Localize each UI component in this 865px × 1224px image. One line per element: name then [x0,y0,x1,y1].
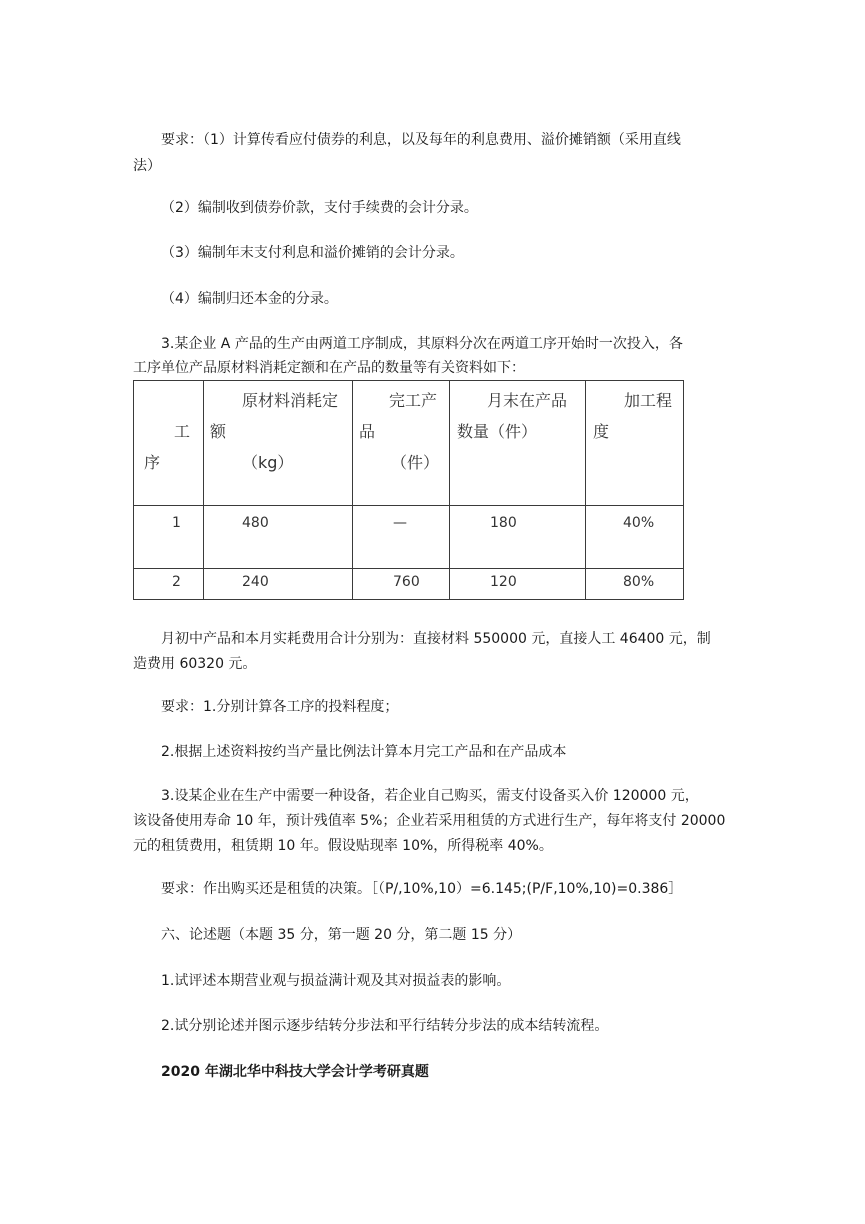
costs-paragraph-cont: 造费用 60320 元。 [133,656,257,672]
cell-wip-quantity: 180 [450,506,586,569]
requirement-line-cont: 法） [133,158,161,174]
table-header-row [134,381,684,506]
question-3-intro: 3.某企业 A 产品的生产由两道工序制成，其原料分次在两道工序开始时一次投入，各 [161,336,683,352]
requirement-2: （2）编制收到债券价款，支付手续费的会计分录。 [161,200,478,216]
table-row [134,506,684,569]
exam-title-2020: 2020 年湖北华中科技大学会计学考研真题 [161,1064,429,1080]
cell-material-quota: 240 [204,569,353,600]
cell-processing-degree: 80% [586,569,684,600]
requirement-b: 2.根据上述资料按约当产量比例法计算本月完工产品和在产品成本 [161,744,567,760]
requirement-line: 要求：（1）计算传看应付债券的利息，以及每年的利息费用、溢价摊销额（采用直线 [161,132,681,148]
requirement-c: 要求：作出购买还是租赁的决策。［（P/,10%,10）=6.145;(P/F,10%,10)=0.386］ [161,881,683,897]
question-3b-line1: 3.设某企业在生产中需要一种设备，若企业自己购买，需支付设备买入价 120000 元， [161,788,699,804]
question-3b-line2: 该设备使用寿命 10 年，预计残值率 5%；企业若采用租赁的方式进行生产，每年将支付 20000 [133,813,726,829]
requirement-3: （3）编制年末支付利息和溢价摊销的会计分录。 [161,245,464,261]
header-process: 工 序 [134,381,204,506]
process-data-table [133,380,684,600]
header-material-quota: 原材料消耗定 额 （kg） [204,381,353,506]
cell-finished-products: 760 [353,569,450,600]
cell-processing-degree: 40% [586,506,684,569]
header-finished-products: 完工产 品 （件） [353,381,450,506]
header-wip-quantity: 月末在产品 数量（件） [450,381,586,506]
requirement-4: （4）编制归还本金的分录。 [161,291,338,307]
question-3b-line3: 元的租赁费用，租赁期 10 年。假设贴现率 10%，所得税率 40%。 [133,838,553,854]
requirement-a: 要求：1.分别计算各工序的投料程度； [161,699,399,715]
section-6-heading: 六、论述题（本题 35 分，第一题 20 分，第二题 15 分） [161,927,522,943]
header-processing-degree: 加工程 度 [586,381,684,506]
cell-process: 1 [134,506,204,569]
cell-material-quota: 480 [204,506,353,569]
table-row [134,569,684,600]
cell-wip-quantity: 120 [450,569,586,600]
essay-question-1: 1.试评述本期营业观与损益满计观及其对损益表的影响。 [161,973,511,989]
essay-question-2: 2.试分别论述并图示逐步结转分步法和平行结转分步法的成本结转流程。 [161,1018,609,1034]
question-3-intro-cont: 工序单位产品原材料消耗定额和在产品的数量等有关资料如下： [133,360,525,376]
costs-paragraph: 月初中产品和本月实耗费用合计分别为：直接材料 550000 元，直接人工 46400 元，制 [161,631,711,647]
cell-finished-products: — [353,506,450,569]
cell-process: 2 [134,569,204,600]
